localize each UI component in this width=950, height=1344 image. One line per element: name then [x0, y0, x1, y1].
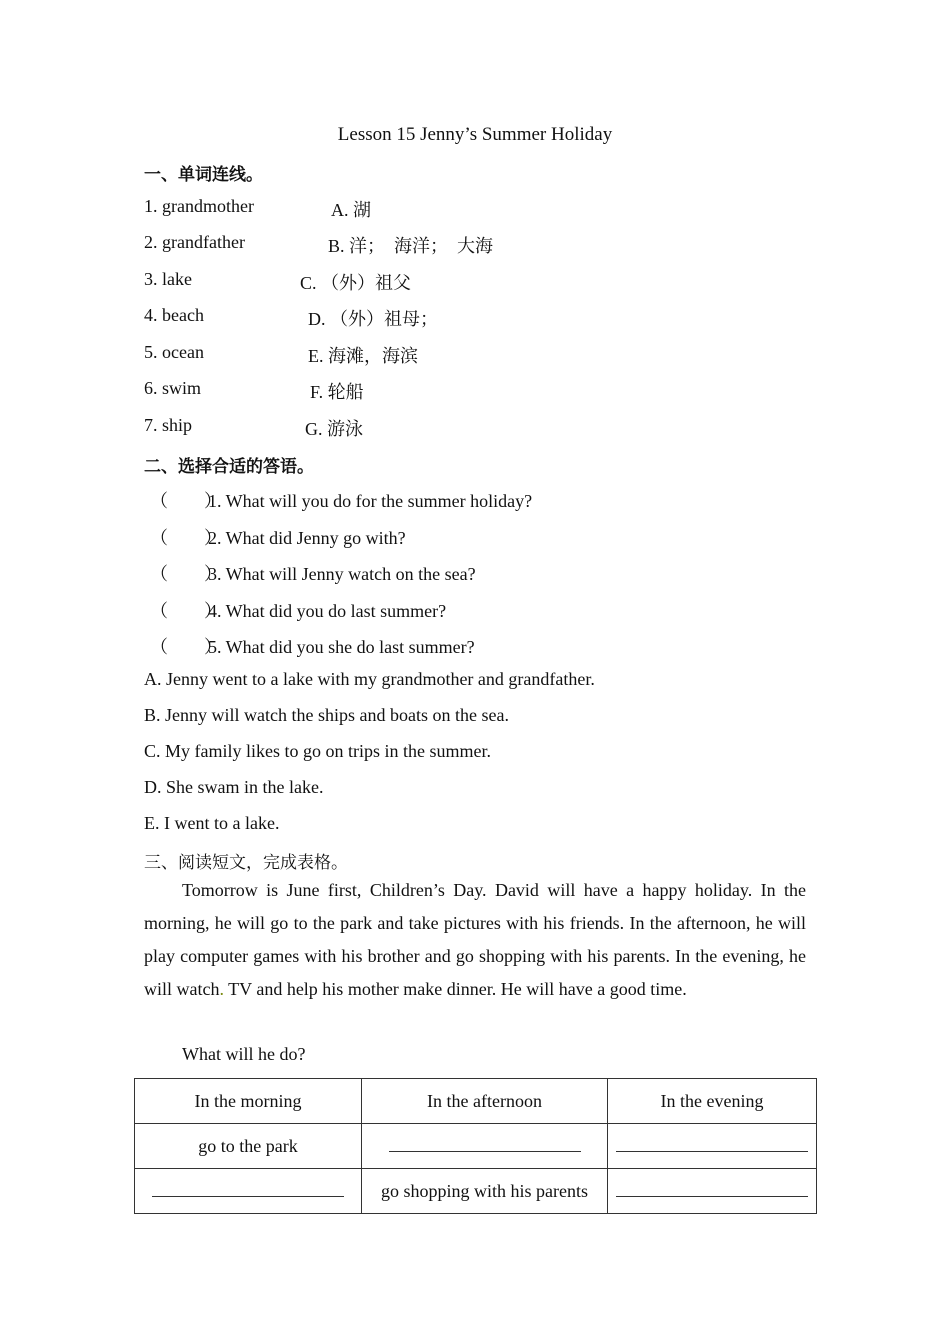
- word-item: 7. ship: [144, 415, 193, 435]
- meaning-item: G. 游泳: [305, 419, 363, 439]
- word-item: 4. beach: [144, 305, 204, 325]
- section1-heading: 一、单词连线。: [144, 165, 263, 185]
- meaning-item: D. （外）祖母；: [308, 309, 438, 329]
- answer-option: B. Jenny will watch the ships and boats on the sea.: [144, 705, 509, 725]
- table-cell-blank: [608, 1169, 817, 1214]
- answer-option: E. I went to a lake.: [144, 813, 280, 833]
- question-item: [150, 597, 446, 623]
- section3-heading: 三、阅读短文，完成表格。: [144, 853, 348, 873]
- table-row: [135, 1124, 817, 1169]
- word-item: 1. grandmother: [144, 196, 254, 216]
- table-cell-blank: [362, 1124, 608, 1169]
- answer-paren: （ ）: [150, 564, 222, 584]
- answer-paren: （ ）: [150, 491, 222, 511]
- answer-blank-line[interactable]: [152, 1182, 344, 1197]
- answer-option: A. Jenny went to a lake with my grandmother and grandfather.: [144, 669, 595, 689]
- activity-table: [134, 1078, 817, 1214]
- answer-paren: （ ）: [150, 601, 222, 621]
- question-text: 3. What will Jenny watch on the sea?: [208, 564, 476, 584]
- header-cell-evening: In the evening: [608, 1079, 817, 1124]
- meaning-item: A. 湖: [331, 200, 371, 220]
- question-text: 1. What will you do for the summer holiday?: [208, 491, 533, 511]
- word-item: 2. grandfather: [144, 232, 245, 252]
- passage-text-1: Tomorrow is June first, Children’s Day. David will have a happy holiday. In the morning, he will go to the park and take pictures with his friends. In the afternoon, he will play computer games with his brother and go shopping with his parents. In the evening, he will watch: [144, 880, 806, 999]
- passage-mark: .: [219, 979, 224, 999]
- answer-option: C. My family likes to go on trips in the summer.: [144, 741, 491, 761]
- word-item: 3. lake: [144, 269, 192, 289]
- question-text: 5. What did you she do last summer?: [208, 637, 475, 657]
- answer-blank-line[interactable]: [389, 1137, 581, 1152]
- question-text: 4. What did you do last summer?: [208, 601, 447, 621]
- table-row: [135, 1169, 817, 1214]
- page-title: Lesson 15 Jenny’s Summer Holiday: [337, 124, 613, 145]
- table-cell-blank: [608, 1124, 817, 1169]
- answer-paren: （ ）: [150, 637, 222, 657]
- question-item: [150, 560, 476, 586]
- meaning-item: B. 洋； 海洋； 大海: [328, 236, 494, 256]
- word-item: 5. ocean: [144, 342, 204, 362]
- question-item: [150, 524, 406, 550]
- reading-passage: [144, 874, 806, 1006]
- table-cell-blank: [135, 1169, 362, 1214]
- meaning-item: E. 海滩，海滨: [308, 346, 418, 366]
- answer-paren: （ ）: [150, 528, 222, 548]
- question-item: [150, 487, 532, 513]
- table-header-row: [135, 1079, 817, 1124]
- table-cell: go shopping with his parents: [362, 1169, 608, 1214]
- answer-option: D. She swam in the lake.: [144, 777, 324, 797]
- word-item: 6. swim: [144, 378, 202, 398]
- section2-heading: 二、选择合适的答语。: [144, 457, 314, 477]
- table-cell: go to the park: [135, 1124, 362, 1169]
- meaning-item: C. （外）祖父: [300, 273, 412, 293]
- answer-blank-line[interactable]: [616, 1182, 808, 1197]
- question-text: 2. What did Jenny go with?: [208, 528, 406, 548]
- question-item: [150, 633, 475, 659]
- header-cell-morning: In the morning: [135, 1079, 362, 1124]
- passage-text-2: TV and help his mother make dinner. He will have a good time.: [223, 979, 687, 999]
- answer-blank-line[interactable]: [616, 1137, 808, 1152]
- header-cell-afternoon: In the afternoon: [362, 1079, 608, 1124]
- meaning-item: F. 轮船: [310, 382, 364, 402]
- table-prompt: What will he do?: [182, 1044, 306, 1064]
